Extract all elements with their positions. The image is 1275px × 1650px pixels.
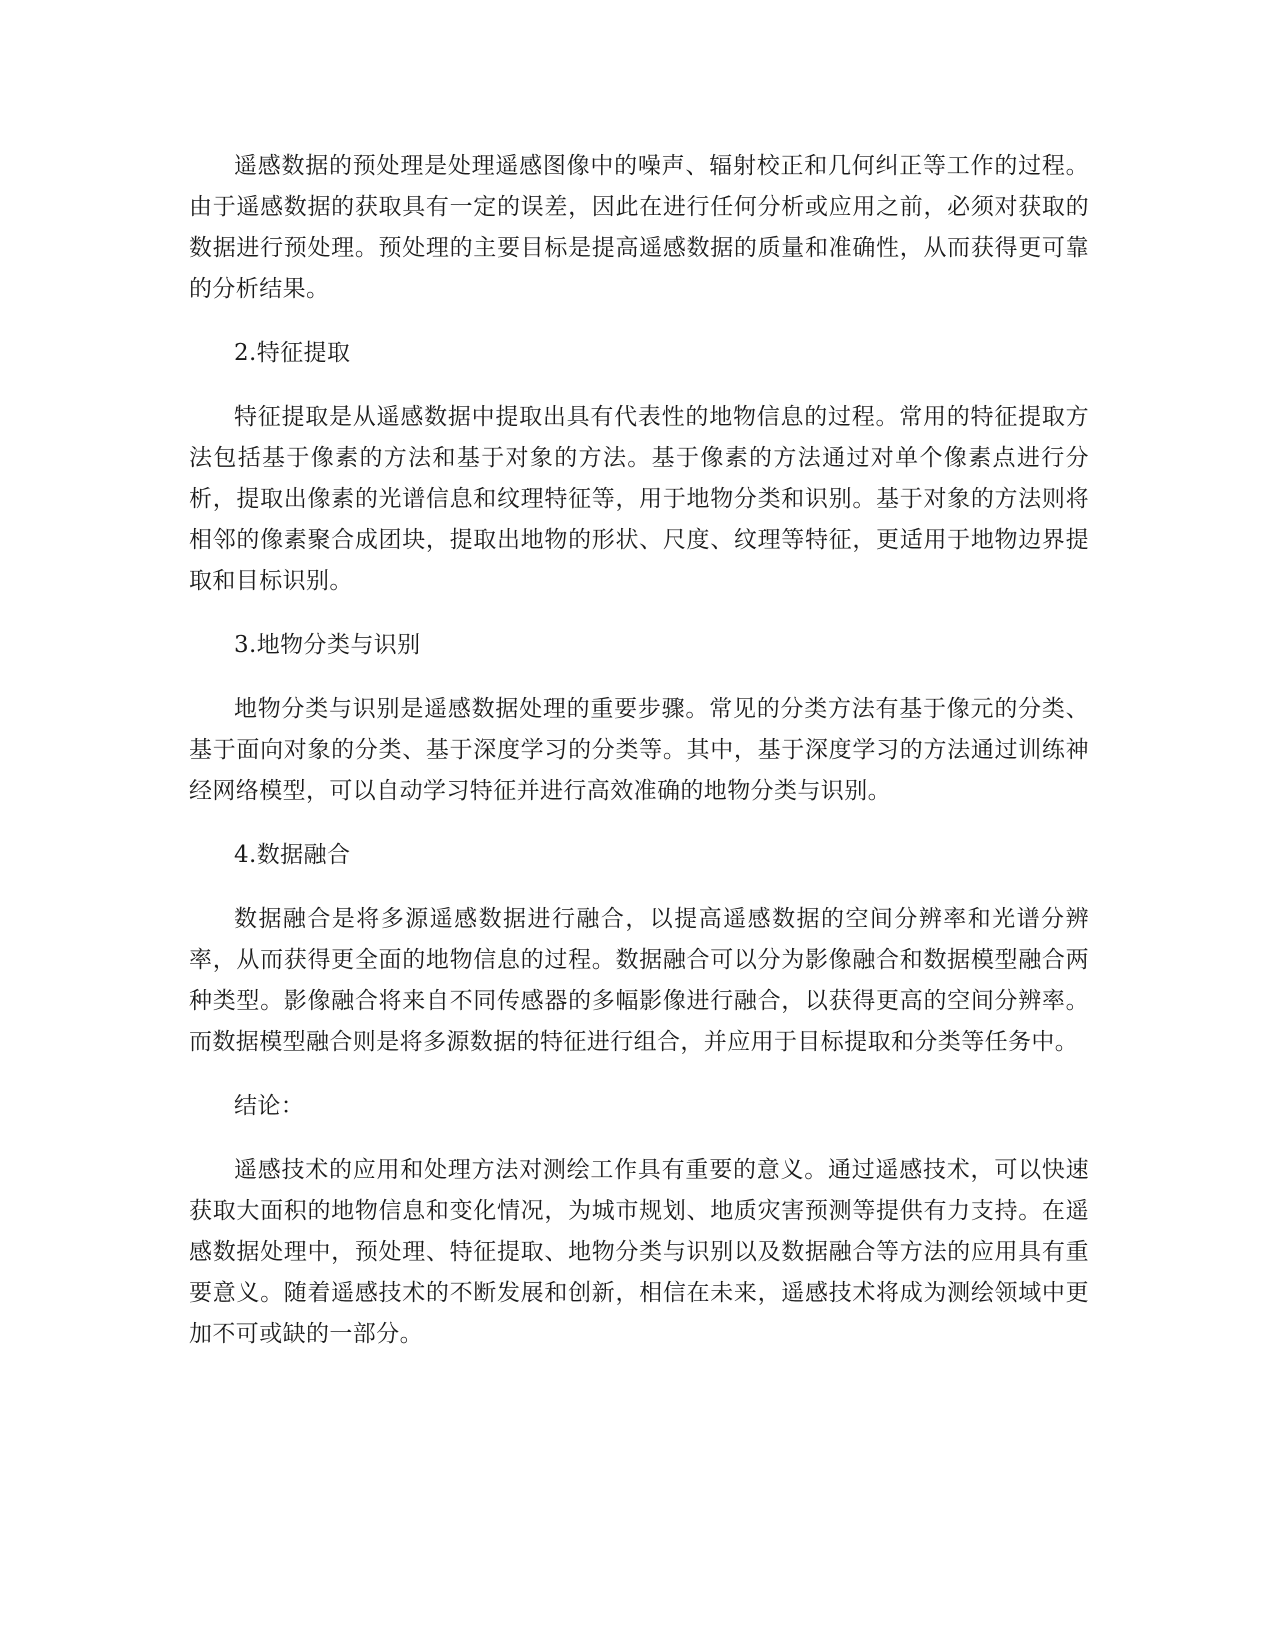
heading-classification: 3.地物分类与识别 <box>234 632 421 658</box>
paragraph-classification: 地物分类与识别是遥感数据处理的重要步骤。常见的分类方法有基于像元的分类、基于面向对象的分类、基于深度学习的分类等。其中，基于深度学习的方法通过训练神经网络模型，可以自动学习特征并进行高效准确的地物分类与识别。 <box>189 696 1089 804</box>
heading-conclusion: 结论： <box>234 1093 305 1119</box>
paragraph-feature-extraction: 特征提取是从遥感数据中提取出具有代表性的地物信息的过程。常用的特征提取方法包括基于像素的方法和基于对象的方法。基于像素的方法通过对单个像素点进行分析，提取出像素的光谱信息和纹理特征等，用于地物分类和识别。基于对象的方法则将相邻的像素聚合成团块，提取出地物的形状、尺度、纹理等特征，更适用于地物边界提取和目标识别。 <box>189 404 1089 594</box>
heading-feature-extraction: 2.特征提取 <box>234 340 351 366</box>
paragraph-conclusion: 遥感技术的应用和处理方法对测绘工作具有重要的意义。通过遥感技术，可以快速获取大面积的地物信息和变化情况，为城市规划、地质灾害预测等提供有力支持。在遥感数据处理中，预处理、特征提取、地物分类与识别以及数据融合等方法的应用具有重要意义。随着遥感技术的不断发展和创新，相信在未来，遥感技术将成为测绘领域中更加不可或缺的一部分。 <box>189 1157 1089 1347</box>
paragraph-preprocessing: 遥感数据的预处理是处理遥感图像中的噪声、辐射校正和几何纠正等工作的过程。由于遥感数据的获取具有一定的误差，因此在进行任何分析或应用之前，必须对获取的数据进行预处理。预处理的主要目标是提高遥感数据的质量和准确性，从而获得更可靠的分析结果。 <box>189 153 1089 302</box>
document-body <box>189 146 1089 1355</box>
heading-data-fusion: 4.数据融合 <box>234 842 351 868</box>
paragraph-data-fusion: 数据融合是将多源遥感数据进行融合，以提高遥感数据的空间分辨率和光谱分辨率，从而获得更全面的地物信息的过程。数据融合可以分为影像融合和数据模型融合两种类型。影像融合将来自不同传感器的多幅影像进行融合，以获得更高的空间分辨率。而数据模型融合则是将多源数据的特征进行组合，并应用于目标提取和分类等任务中。 <box>189 906 1089 1055</box>
